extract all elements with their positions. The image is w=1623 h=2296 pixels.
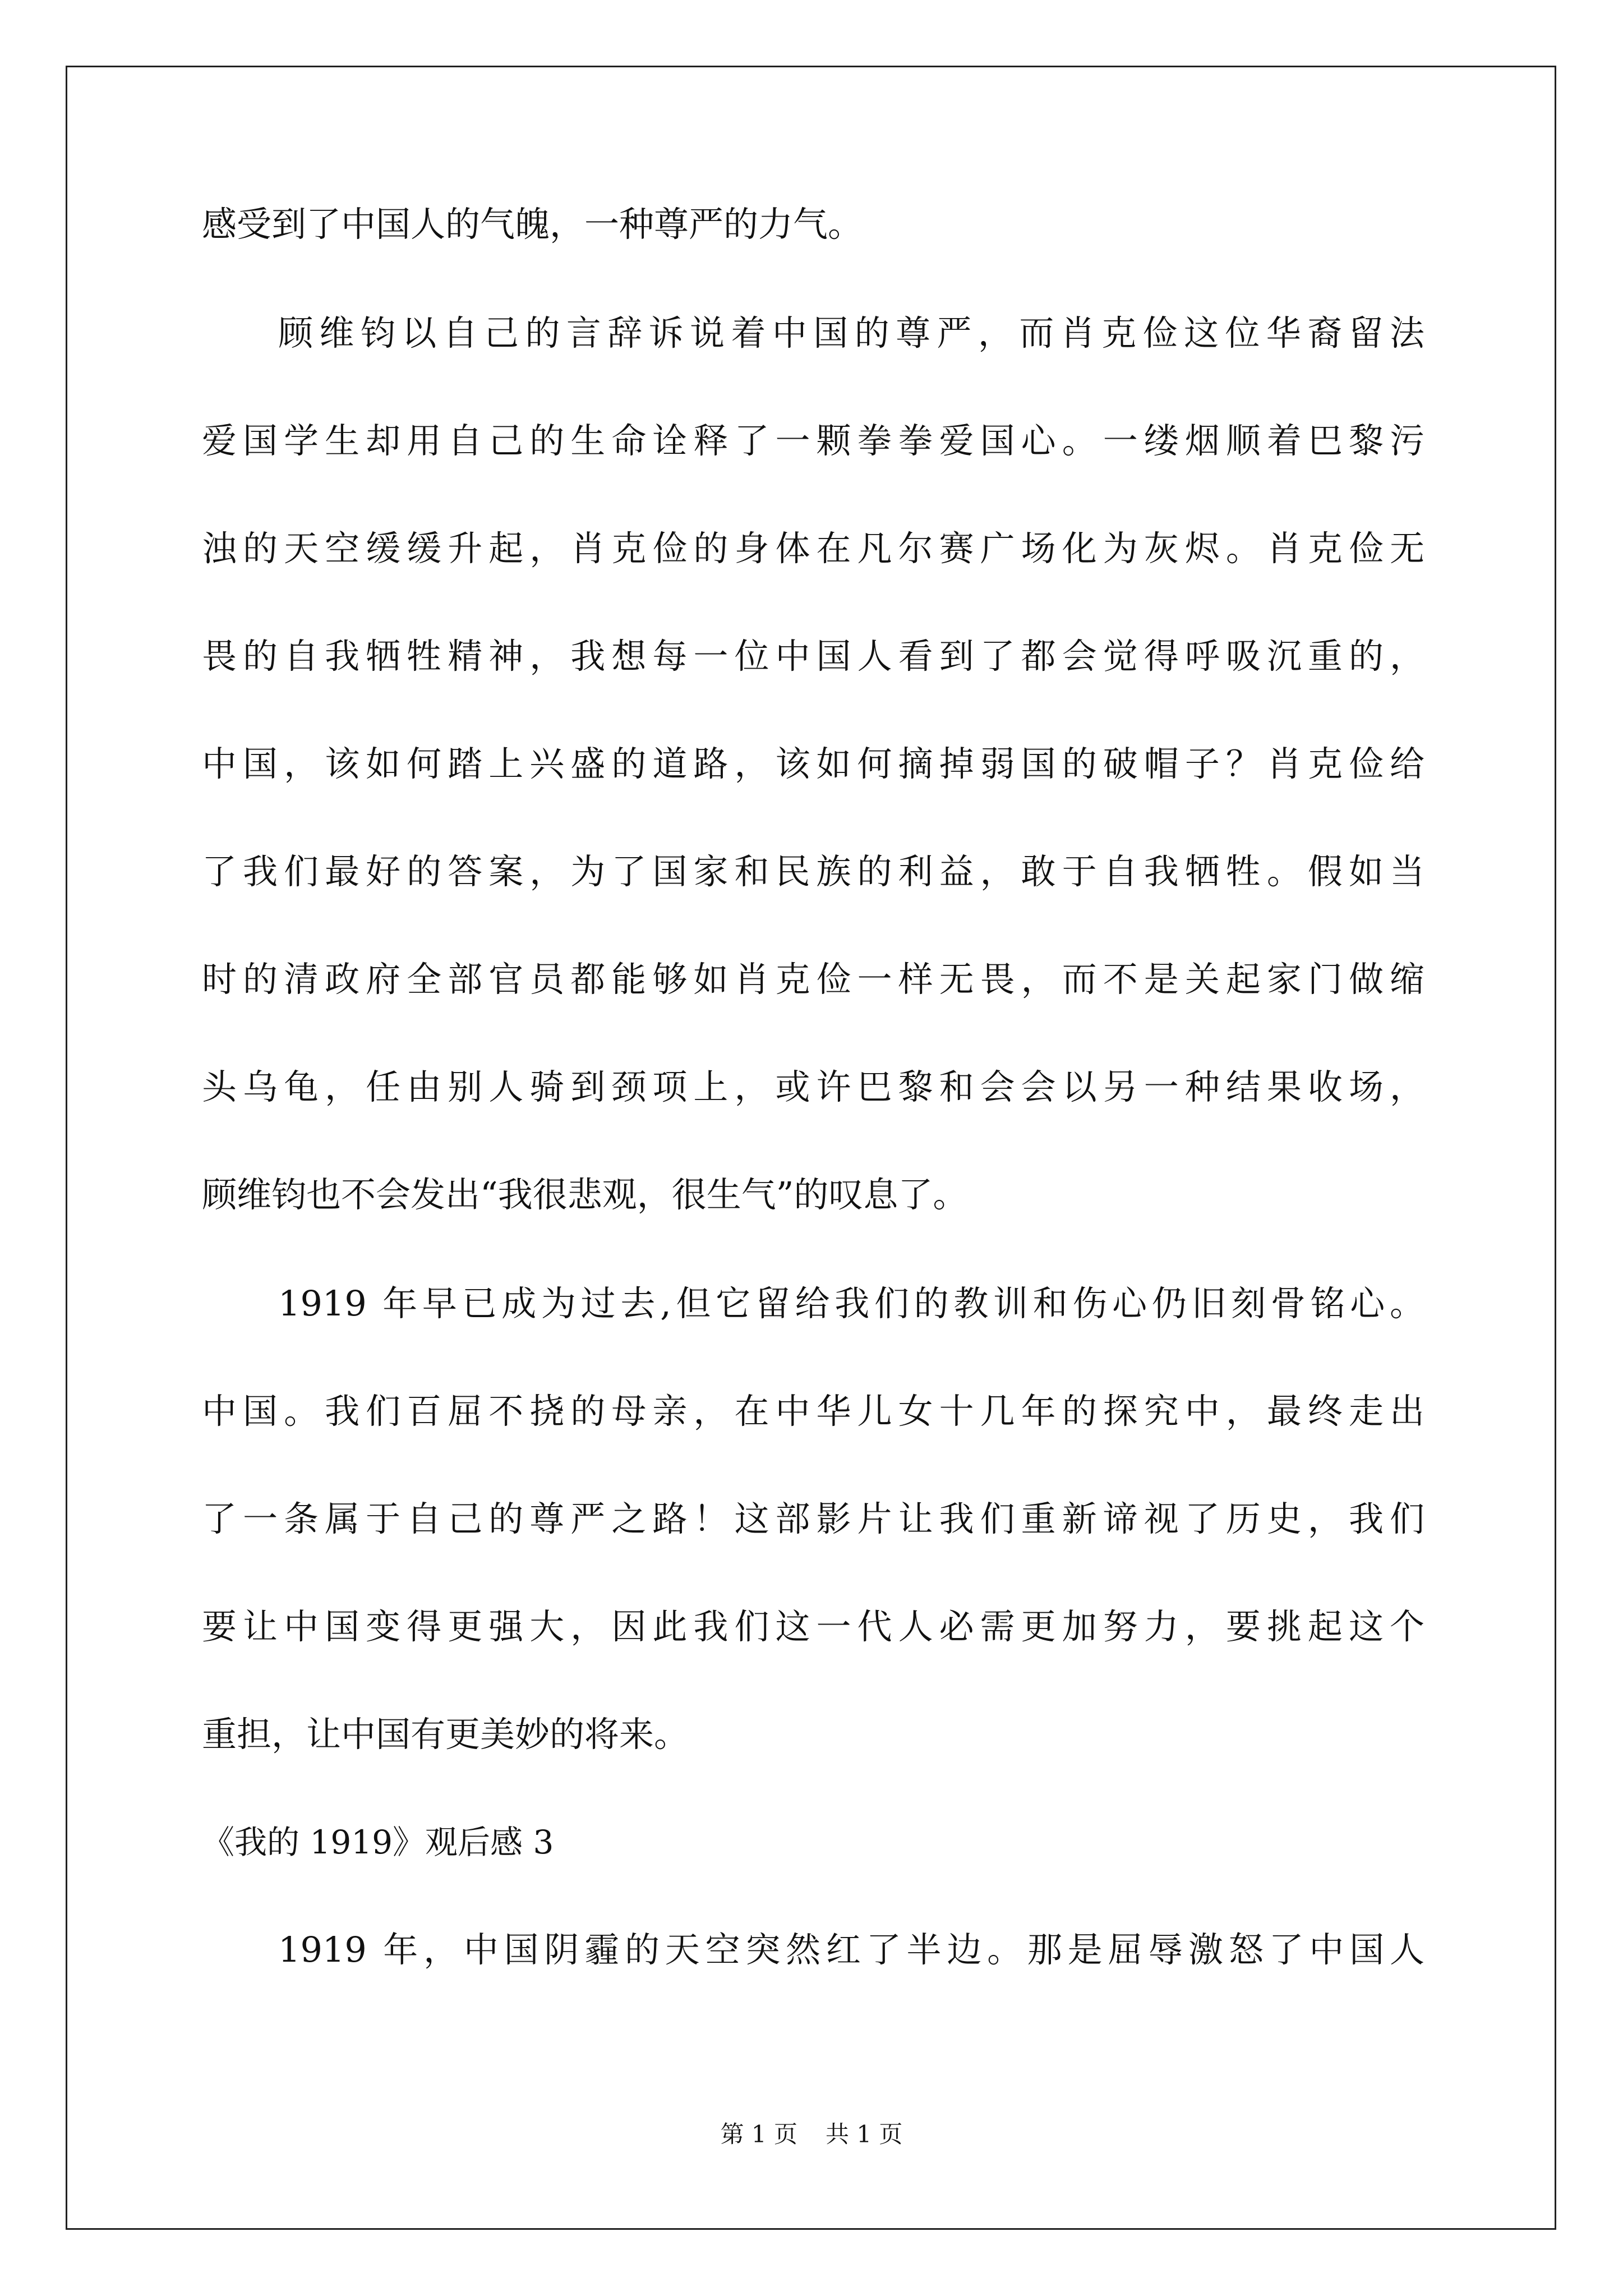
paragraph-line: 重担，让中国有更美妙的将来。 [202, 1714, 689, 1755]
paragraph-line: 要让中国变得更强大，因此我们这一代人必需更加努力，要挑起这个 [202, 1606, 1424, 1647]
paragraph-line: 感受到了中国人的气魄，一种尊严的力气。 [202, 204, 863, 245]
page-footer [0, 2119, 1623, 2150]
page-number-current: 第 1 页 [720, 2120, 797, 2148]
paragraph-line: 1919 年，中国阴霾的天空突然红了半边。那是屈辱激怒了中国人 [278, 1929, 1424, 1970]
paragraph-line: 头乌龟，任由别人骑到颈项上，或许巴黎和会会以另一种结果收场， [202, 1066, 1424, 1107]
paragraph-line: 浊的天空缓缓升起，肖克俭的身体在凡尔赛广场化为灰烬。肖克俭无 [202, 528, 1424, 569]
paragraph-line: 时的清政府全部官员都能够如肖克俭一样无畏，而不是关起家门做缩 [202, 959, 1424, 1000]
section-heading: 《我的 1919》观后感 3 [202, 1823, 554, 1861]
paragraph-line: 中国，该如何踏上兴盛的道路，该如何摘掉弱国的破帽子？肖克俭给 [202, 743, 1424, 784]
paragraph-line: 顾维钧以自己的言辞诉说着中国的尊严，而肖克俭这位华裔留法 [278, 312, 1424, 353]
page-border [66, 66, 1556, 2230]
paragraph-line: 顾维钧也不会发出“我很悲观，很生气”的叹息了。 [202, 1174, 968, 1215]
paragraph-line: 了一条属于自己的尊严之路！这部影片让我们重新谛视了历史，我们 [202, 1498, 1424, 1539]
paragraph-line: 爱国学生却用自己的生命诠释了一颗拳拳爱国心。一缕烟顺着巴黎污 [202, 420, 1424, 461]
paragraph-line: 畏的自我牺牲精神，我想每一位中国人看到了都会觉得呼吸沉重的， [202, 636, 1424, 677]
page-number-total: 共 1 页 [826, 2120, 903, 2148]
paragraph-line: 中国。我们百屈不挠的母亲，在中华儿女十几年的探究中，最终走出 [202, 1391, 1424, 1432]
paragraph-line: 了我们最好的答案，为了国家和民族的利益，敢于自我牺牲。假如当 [202, 851, 1424, 892]
paragraph-line: 1919 年早已成为过去,但它留给我们的教训和伤心仍旧刻骨铭心。 [278, 1283, 1424, 1324]
